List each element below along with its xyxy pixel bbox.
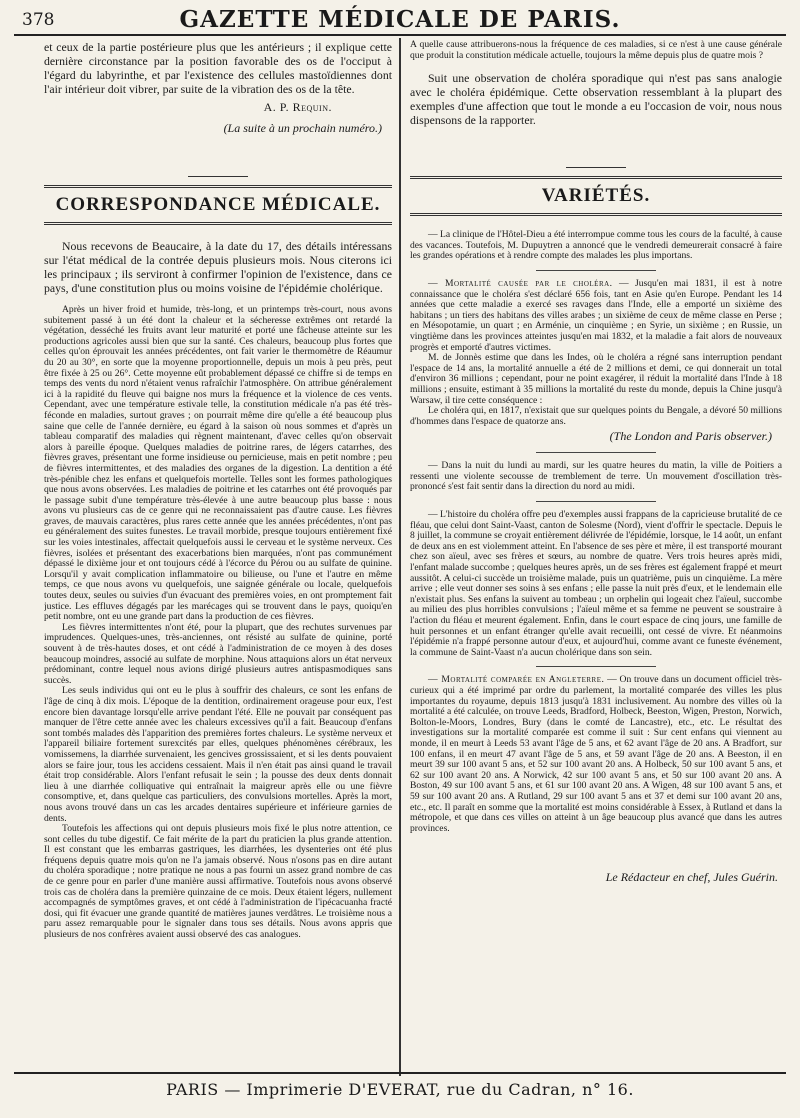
- item-heading: — Mortalité comparée en Angleterre.: [428, 674, 605, 686]
- observation-note: Suit une observation de choléra sporadique qui n'est pas sans analogie avec le choléra épidémique. Cette observation ressemblant à la plupart des exemples d'une affection que tout le monde a eu l'occasion de voir, nous nous dispensons de la rapporter.: [410, 71, 782, 128]
- item-source: (The London and Paris observer.): [609, 429, 772, 444]
- article-continuation: et ceux de la partie postérieure plus que les antérieurs ; il explique cette dernière circonstance par la position favorable des os de l'occiput à l'égard du labyrinthe, et par l'existence des cellules mastoïdiennes dont l'air intérieur doit vibrer, par suite de la vibration des os de la tête.: [44, 40, 392, 96]
- item-separator: [536, 501, 656, 502]
- variete-item: — Dans la nuit du lundi au mardi, sur les quatre heures du matin, la ville de Poitiers a ressenti une violente secousse de tremblement de terre. Un mouvement d'oscillation très-prononcé s'est fait sentir dans la direction du nord au midi.: [410, 460, 782, 493]
- variete-item: [410, 675, 782, 834]
- correspondance-paragraph: Les fièvres intermittentes n'ont été, pour la plupart, que des rechutes survenues par imprudences. Quelques-unes, très-anciennes, ont résisté au sulfate de quinine, porté souvent à de très-hautes doses, et ont cédé à l'administration de ce moyen à des doses beaucoup moindres, associé au sulfate de morphine. Nous attaquions alors un état nerveux prédominant, contre lequel nous avions dirigé plusieurs autres antispasmodiques sans succès.: [44, 621, 392, 686]
- column-divider: [399, 38, 401, 1076]
- section-title-correspondance: CORRESPONDANCE MÉDICALE.: [44, 185, 392, 225]
- item-separator: [536, 270, 656, 271]
- editor-signoff: Le Rédacteur en chef, Jules Guérin.: [605, 870, 778, 885]
- correspondance-paragraph: Toutefois les affections qui ont depuis plusieurs mois fixé le plus notre attention, ce sont celles du tube digestif. Ce fait mérite de la part du praticien la plus grande attention. Il est constant que les embarras gastriques, les diarrhées, les dysenteries ont été plus fréquens depuis quatre mois qu'on ne l'a jamais observé. Nous n'osons pas en dire autant du choléra sporadique ; notre pratique ne nous a pas fourni un assez grand nombre de cas de ce genre pour en parler d'une manière aussi affirmative. Toutefois nous avons observé trois cas de choléra dans la première quinzaine de ce mois. Deux étaient légers, nullement accompagnés de symptômes graves, et ont cédé à l'administration de l'ipécacuanha fracté dosi, qui fit évacuer une grande quantité de matières jaunes verdâtres. Le troisième nous a paru assez remarquable pour le signaler dans tous ses détails. Nous avons appris que plusieurs de nos confrères avaient aussi observé des cas analogues.: [44, 823, 392, 941]
- variete-item: — L'histoire du choléra offre peu d'exemples aussi frappans de la capricieuse brutalité de ce fléau, que celui dont Saint-Vaast, canton de Solesme (Nord), vient d'offrir le spectacle. Depuis le 8 juillet, la commune se croyait entièrement délivrée de l'épidémie, lorsque, le 14 août, un enfant de deux ans en est violemment atteint. En l'absence de ses père et mère, il est transporté mourant chez son aïeul, avec ses frères et sœurs, au nombre de quatre. Vers trois heures après midi, l'enfant malade succombe ; quelques heures après, un de ses frères est également frappé et meurt aussitôt. A celui-ci succède un troisième malade, puis un quatrième, puis un cinquième. La mère arrive ; elle veut donner ses soins à ses enfans ; elle passe la nuit près d'eux, et le lendemain elle n'existait plus. Ses enfans la suivent au tombeau ; un orphelin qui logeait chez l'aïeul, succombe au milieu des plus horribles convulsions ; l'aïeul même et sa femme ne peuvent se soustraire à l'action du fléau et meurent également. Enfin, dans le court espace de cinq jours, une famille de huit personnes et un enfant étranger qu'elle avait recueilli, ont cessé de vivre. Et néanmoins l'épidémie n'a frappé personne autour d'eux, et aujourd'hui, comme avant ce funeste événement, la commune de Saint-Vaast n'a aucun cholérique dans son sein.: [410, 509, 782, 658]
- section-title-varietes: VARIÉTÉS.: [410, 176, 782, 216]
- variete-item-continued: M. de Jonnès estime que dans les Indes, où le choléra a régné sans interruption pendant l'espace de 14 ans, la mortalité annuelle a été de 2 millions et demi, ce qui donnerait un total d'environ 36 millions ; cependant, pour ne point exagérer, il réduit la mortalité dans l'Inde à 18 millions ; ensuite, estimant à 35 millions la mortalité du reste du monde, depuis la Chine jusqu'à Warsaw, il tire cette conséquence :: [410, 352, 782, 406]
- correspondance-paragraph: Après un hiver froid et humide, très-long, et un printemps très-court, nous avons subitement passé à un été dont la chaleur et la sécheresse extrêmes ont retardé la végétation, desséché les fruits avant leur maturité et porté une fâcheuse atteinte sur les productions agricoles aussi bien que sur la santé. Ces chaleurs, beaucoup plus fortes que celles qu'on éprouvait les années précédentes, ont fait varier le thermomètre de Réaumur du 20 au 30°, en sorte que la moyenne proportionnelle, depuis un mois à peu près, peut être fixée à 25 ou 26°. Cette moyenne eût probablement dépassé ce chiffre si de temps en temps des vents du nord n'étaient venus rafraîchir l'atmosphère. On attribue généralement ici à la rapidité du fleuve qui baigne nos murs la fréquence et la violence de ces vents. Cependant, avec une température estivale telle, la constitution médicale n'a pas été très-féconde en maladies, surtout graves ; on pourrait même dire qu'elle a été beaucoup plus saine que celle de l'année dernière, eu égard à la saison où nous sommes et d'après un tableau comparatif des maladies qui règnent maintenant, d'avec celles qu'on observait alors à pareille époque. Quelques maladies de poitrine rares, de légers catarrhes, des fièvres graves, présentant une forme insidieuse ou pernicieuse, mais en petit nombre ; peu de fièvres intermittentes, et des maladies des organes de la digestion. La dentition a été très-pénible chez les enfans et quelquefois mortelle. Telles sont les formes pathologiques que nous avons observées. Les maladies de poitrine et les catarrhes ont été provoqués par le passage subit d'une température très-élevée à une autre beaucoup plus basse : nous avons vu plusieurs cas de ce genre qui ne reconnaissaient pas d'autre cause. Les fièvres graves, de mauvais caractères, plus rares cette année que les années précédentes, n'ont pas eu généralement des suites funestes. Le travail morbide, presque toujours entièrement fixé sur les voies intestinales, affectait quelquefois aussi le cerveau et le système nerveux. Ces fièvres, isolées et présentant des exacerbations bien marquées, n'ont pas communément dépassé le dixième jour et ont toujours cédé à l'écorce du Pérou ou au sulfate de quinine. Lorsqu'il y avait complication inflammatoire ou bilieuse, ou l'une et l'autre en même temps, ce que nous avons vu quelquefois, une saignée générale ou locale, quelquefois toutes deux, seules ou suivies d'un évacuant des premières voies, en ont promptement fait justice. Les effluves dégagés par les marécages qui se trouvent dans le pays, quoiqu'en petit nombre, ont eu une grande part dans la production de ces fièvres.: [44, 304, 392, 623]
- section-separator: [188, 176, 248, 177]
- correspondance-paragraph: Les seuls individus qui ont eu le plus à souffrir des chaleurs, ce sont les enfans de l'âge de cinq à dix mois. L'époque de la dentition, ordinairement orageuse pour eux, l'est encore bien davantage lorsqu'elle arrive pendant l'été. Elle ne pouvait par conséquent pas manquer de l'être cette année avec les chaleurs excessives qu'il a fait. Beaucoup d'enfans sont tombés malades dès l'apparition des premières fortes chaleurs. Le système nerveux et l'appareil biliaire fortement surexcités par elles, quelques phénomènes cérébraux, les vomissemens, la diarrhée survenaient, les gencives grossissaient, et si les dents pouvaient alors se faire jour, tous les accidens cessaient. Mais il n'en était pas ainsi quand le travail était trop considérable. Alors l'enfant refusait le sein ; la pousse des deux dents donnait lieu à une diarrhée colliquative qui entraînait la maigreur après elle ou une fièvre consomptive, et, dans quelque cas particuliers, des convulsions mortelles. Après la mort, nous avons trouvé dans un cas les arcades dentaires supérieure et inférieure garnies de dents.: [44, 685, 392, 824]
- item-separator: [536, 666, 656, 667]
- item-body: — Jusqu'en mai 1831, il est à notre connaissance que le choléra s'est déclaré 656 fois, tant en Asie qu'en Europe. Pendant les 14 années que cette maladie a exercé ses ravages dans l'Inde, elle a emporté un sixième des habitans ; un tiers des habitans des villes arabes ; un sixième de ceux de même classe en Perse ; en Mésopotamie, un quart ; en Arménie, un cinquième ; en Syrie, un sixième ; en Russie, un vingtième dans les provinces atteintes jusqu'en mai 1832, et la maladie a fait alors de nouveaux progrès et emporté d'autres victimes.: [410, 277, 782, 353]
- section-separator: [566, 167, 626, 168]
- item-heading: — Mortalité causée par le choléra.: [428, 277, 613, 289]
- variete-item: [410, 279, 782, 353]
- masthead-title: GAZETTE MÉDICALE DE PARIS.: [179, 6, 621, 33]
- left-column: [44, 40, 392, 1074]
- printer-imprint: PARIS — Imprimerie D'EVERAT, rue du Cadran, n° 16.: [14, 1072, 786, 1110]
- page-header: [14, 4, 786, 36]
- correspondance-lead: Nous recevons de Beaucaire, à la date du 17, des détails intéressans sur l'état médical de la contrée depuis plusieurs mois. Nous citerons ici les principaux ; ils serviront à confirmer l'opinion de l'existence, dans ce pays, d'une constitution plus ou moins voisine de l'épidémie cholérique.: [44, 239, 392, 295]
- variete-item: — La clinique de l'Hôtel-Dieu a été interrompue comme tous les cours de la faculté, à cause des vacances. Toutefois, M. Dupuytren a annoncé que le vendredi demeurerait consacré à faire les grandes opérations et à rendre compte des malades les plus importans.: [410, 229, 782, 262]
- page-number: 378: [22, 10, 55, 30]
- continued-note: (La suite à un prochain numéro.): [223, 121, 382, 135]
- variete-item-continued: Le choléra qui, en 1817, n'existait que sur quelques points du Bengale, a dévoré 50 millions d'hommes dans l'espace de quatorze ans.: [410, 405, 782, 427]
- item-body: — On trouve dans un document officiel très-curieux qui a été imprimé par ordre du parlement, la mortalité comparée des villes les plus importantes du royaume, depuis 1813 jusqu'à 1831 inclusivement. Au nombre des villes où la mortalité a été calculée, on trouve Leeds, Bradford, Holbeck, Beeston, Wigen, Preston, Norwich, Bolton-le-Moors, Londres, Bury (dans le comté de Lancastre), etc., etc. Le résultat des investigations sur la mortalité comparée est comme il suit : Sur cent enfans qui viennent au monde, il en meurt à Leeds 53 avant l'âge de 5 ans, et 62 avant l'âge de 20 ans. A Bradfort, sur 100 enfans, il en meurt 47 avant l'âge de 5 ans, et 59 avant l'âge de 20 ans. A Beeston, il en meurt 39 sur 100 avant 5 ans, et 52 sur 100 avant 20 ans. A Holbeck, 50 sur 100 avant 5 ans, et 62 sur 100 avant 20 ans. A Norwick, 42 sur 100 avant 5 ans, et 50 sur 100 avant 20 ans. A Boston, 49 sur 100 avant 5 ans, et 61 sur 100 avant 20 ans. A Wigen, 48 sur 100 avant 5 ans, et 59 sur 100 avant 20 ans. A Rutland, 29 sur 100 avant 5 ans et 37 et demi sur 100 avant 20 ans, etc., etc. Il paraît en somme que la mortalité est moins considérable à Essex, à Rutland et dans la métropole, et que dans ces villes on atteint à un âge beaucoup plus avancé que dans les autres provinces.: [410, 674, 782, 834]
- correspondance-conclusion: A quelle cause attribuerons-nous la fréquence de ces maladies, si ce n'est à une cause générale que produit la constitution médicale actuelle, toujours la même depuis plus de quatre mois ?: [410, 40, 782, 61]
- author-signature: A. P. Requin.: [263, 100, 332, 114]
- right-column: [410, 40, 782, 1074]
- item-separator: [536, 452, 656, 453]
